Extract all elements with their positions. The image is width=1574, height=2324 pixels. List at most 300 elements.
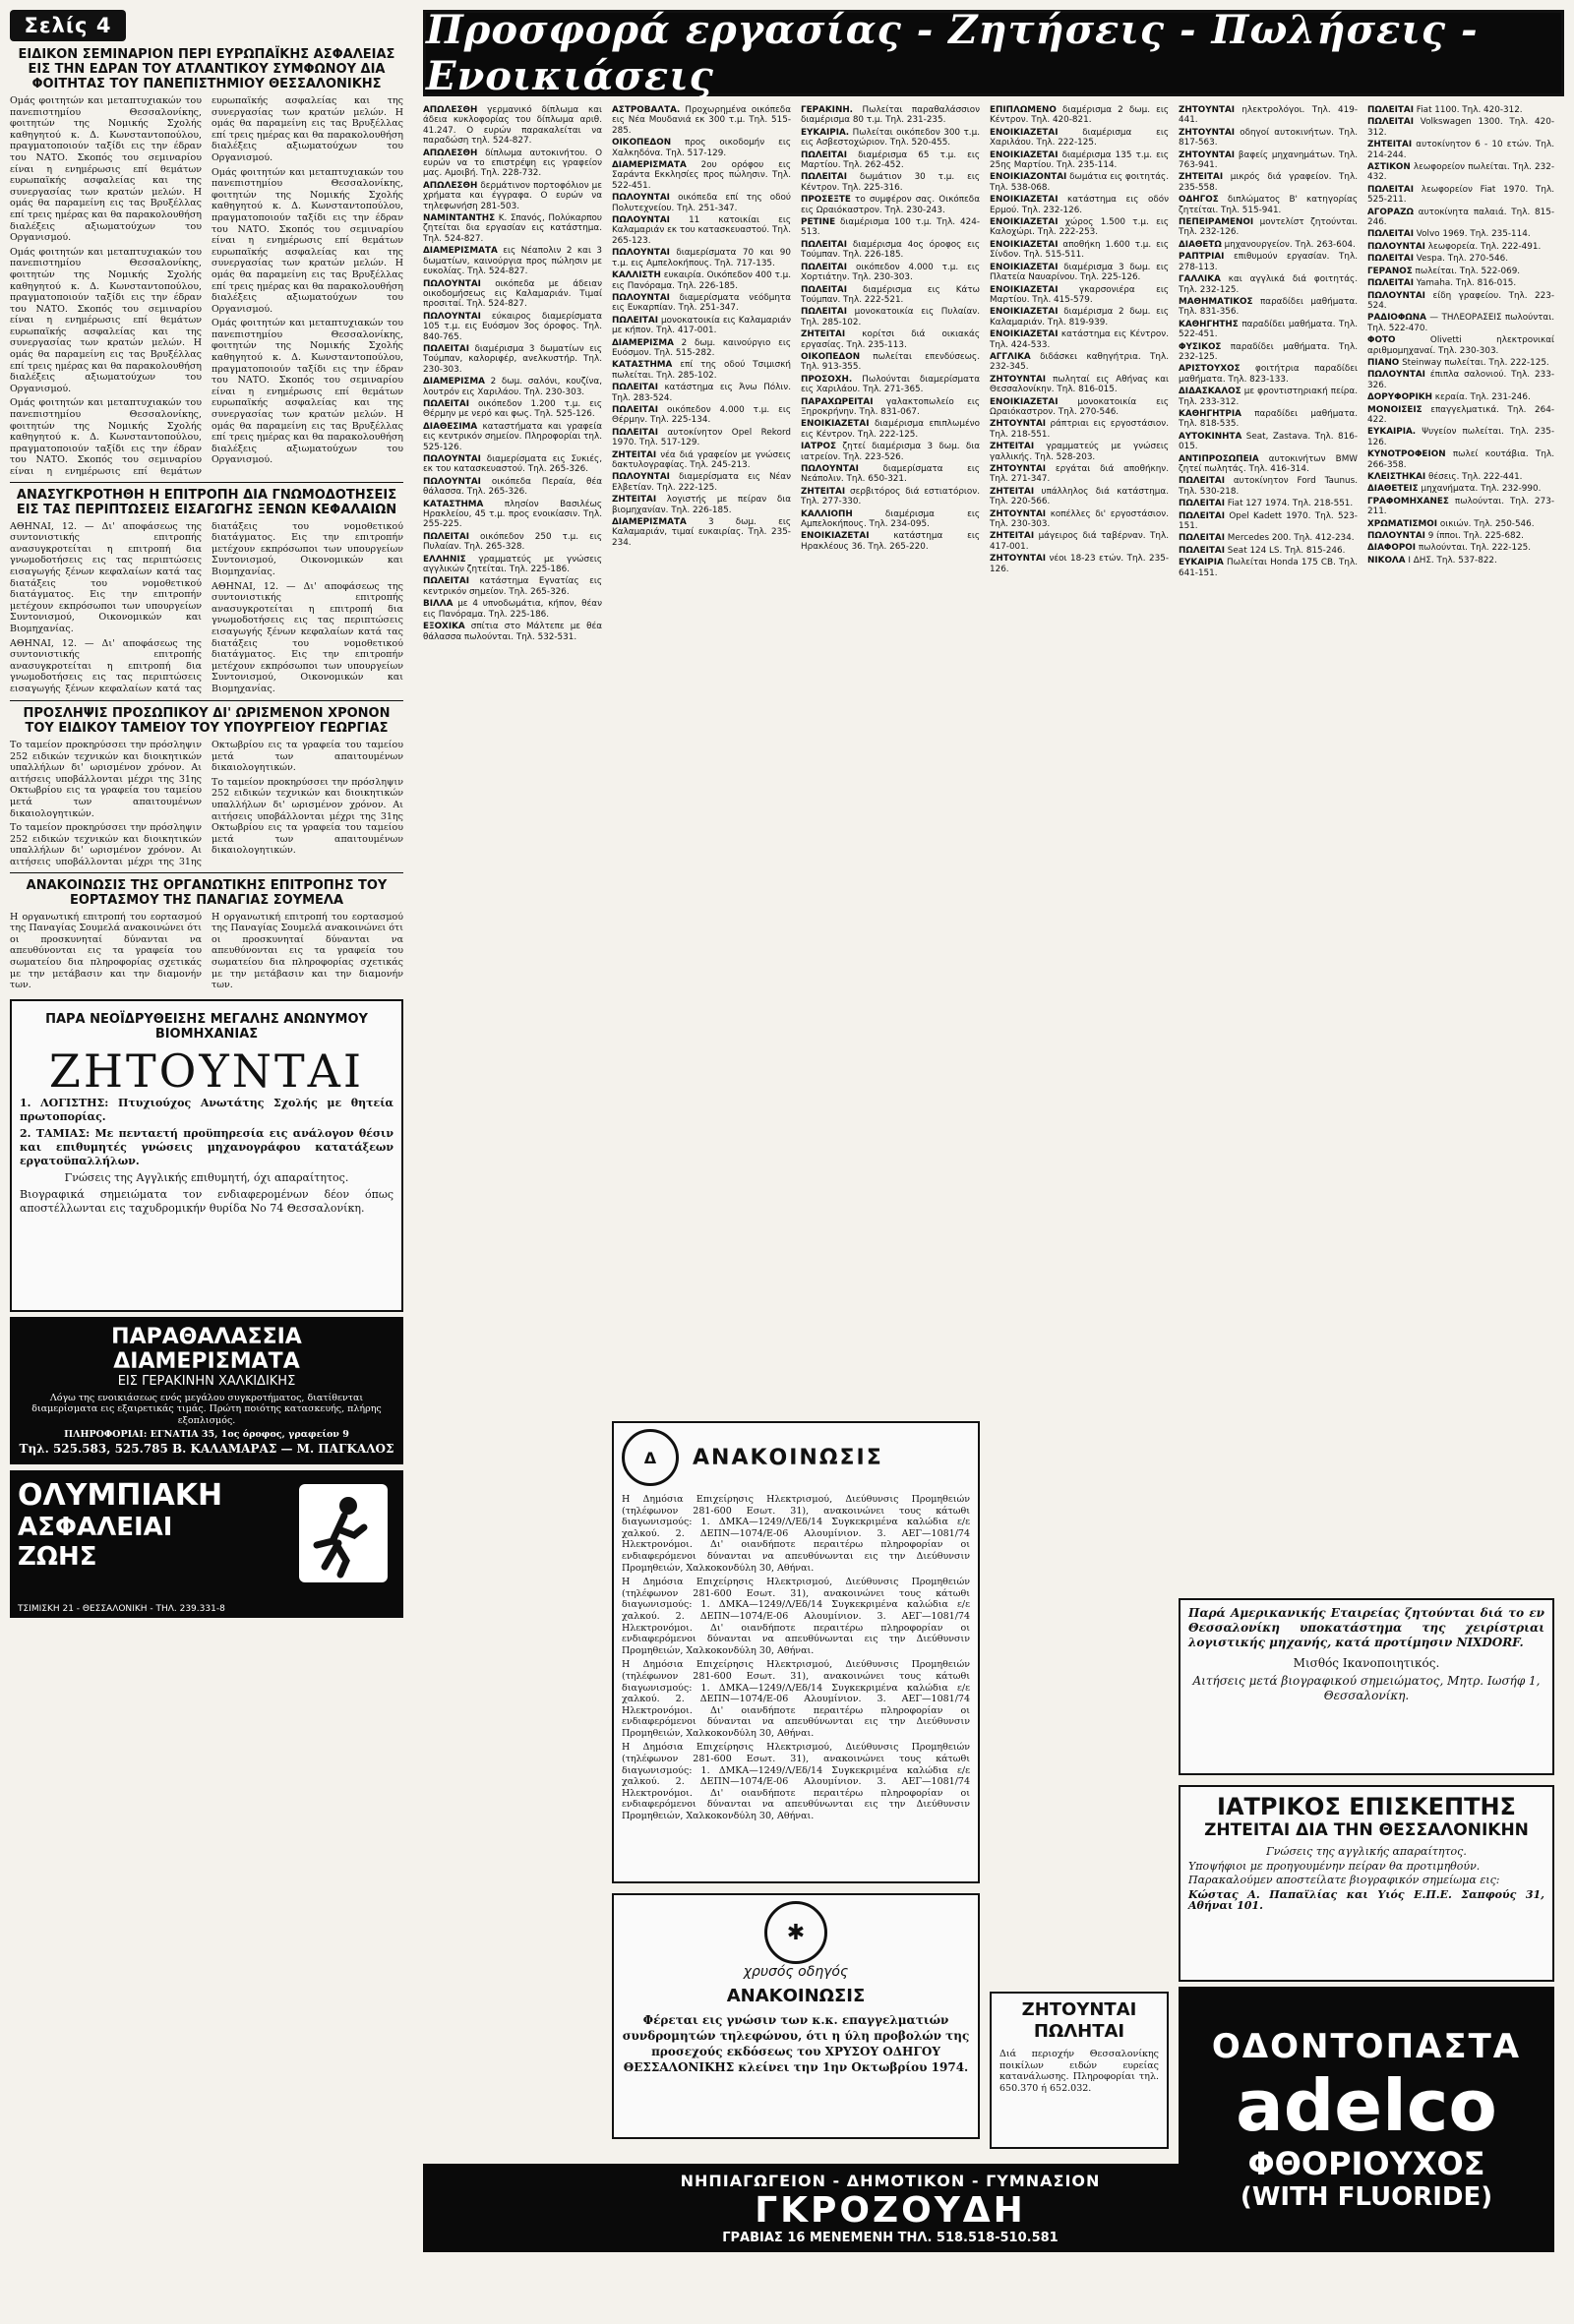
ad-kindergarten-line1: ΝΗΠΙΑΓΩΓΕΙΟΝ - ΔΗΜΟΤΙΚΟΝ - ΓΥΜΝΑΣΙΟΝ [680,2171,1101,2190]
classified-ad: ΠΩΛΟΥΝΤΑΙ είδη γραφείου. Τηλ. 223-524. [1367,290,1554,311]
classified-ad: ΠΙΑΝΟ Steinway πωλείται. Τηλ. 222-125. [1367,357,1549,368]
classified-ad: ΖΗΤΕΙΤΑΙ μάγειρος διά ταβέρναν. Τηλ. 417-001. [990,531,1169,552]
classified-keyword: ΠΩΛΕΙΤΑΙ [801,284,848,295]
classified-keyword: ΠΩΛΕΙΤΑΙ [1179,510,1226,521]
classified-keyword: ΠΩΛΕΙΤΑΙ [1179,533,1226,544]
classified-keyword: ΠΩΛΕΙΤΑΙ [1367,184,1415,195]
classified-keyword: ΠΩΛΕΙΤΑΙ [1367,229,1415,240]
classified-keyword: ΔΙΑΜΕΡΙΣΜΑΤΑ [612,517,687,528]
article-seminar-body: Ομάς φοιτητών και μεταπτυχιακών του πανεπιστημίου Θεσσαλονίκης, φοιτητών της Νομικής Σχολής καθηγητού κ. Δ. Κωνσταντοπούλου, πραγματοποιούν ταξίδι εις την έδραν του ΝΑΤΟ. Σκοπός του σεμιναρίου είναι η ενημέρωσις επί θεμάτων ευρωπαϊκής ασφαλείας και της συνεργασίας των κρατών μελών. Η ομάς θα παραμείνη εις τας Βρυξέλλας επί τρεις ημέρας και θα παρακολουθήση διαλέξεις αξιωματούχων του Οργανισμού. [10,95,202,244]
classified-ad: ΓΕΡΑΝΟΣ πωλείται. Τηλ. 522-069. [1367,266,1521,276]
classified-ad: ΚΑΛΛΙΣΤΗ ευκαιρία. Οικόπεδον 400 τ.μ. εις Πανόραμα. Τηλ. 226-185. [612,270,791,291]
classified-keyword: ΠΩΛΟΥΝΤΑΙ [1367,241,1425,252]
classified-keyword: ΔΙΔΑΣΚΑΛΟΣ [1179,387,1241,397]
classified-ad: ΖΗΤΟΥΝΤΑΙ εργάται διά αποθήκην. Τηλ. 271-347. [990,464,1169,485]
classified-keyword: ΖΗΤΕΙΤΑΙ [1367,140,1413,150]
ad-sellers-title: ΖΗΤΟΥΝΤΑΙ ΠΩΛΗΤΑΙ [1021,1999,1137,2042]
classified-ad: ΧΡΩΜΑΤΙΣΜΟΙ οικιών. Τηλ. 250-546. [1367,518,1535,529]
classified-keyword: ΠΩΛΟΥΝΤΑΙ [612,215,670,226]
classified-ad: ΚΥΝΟΤΡΟΦΕΙΟΝ πωλεί κουτάβια. Τηλ. 266-358. [1367,449,1554,470]
classified-ad: ΚΑΤΑΣΤΗΜΑ επί της οδού Τσιμισκή πωλείται. Τηλ. 285-102. [612,360,791,381]
classified-keyword: ΠΕΠΕΙΡΑΜΕΝΟΙ [1179,217,1254,228]
classified-keyword: ΔΙΑΜΕΡΙΣΜΑΤΑ [423,246,498,257]
classified-keyword: ΠΩΛΕΙΤΑΙ [801,262,848,272]
classified-keyword: ΖΗΤΕΙΤΑΙ [990,442,1035,452]
classified-ad: ΒΙΛΛΑ με 4 υπνοδωμάτια, κήπον, θέαν εις Πανόραμα. Τηλ. 225-186. [423,599,602,620]
article-soumela-headline: ΑΝΑΚΟΙΝΩΣΙΣ ΤΗΣ ΟΡΓΑΝΩΤΙΚΗΣ ΕΠΙΤΡΟΠΗΣ ΤΟΥ ΕΟΡΤΑΣΜΟΥ ΤΗΣ ΠΑΝΑΓΙΑΣ ΣΟΥΜΕΛΑ [26,877,388,908]
golden-guide-label: χρυσός οδηγός [743,1964,849,1980]
ad-apartments-info: ΠΛΗΡΟΦΟΡΙΑΙ: ΕΓΝΑΤΙΑ 35, 1ος όροφος, γραφείον 9 [64,1429,349,1441]
classified-keyword: ΟΔΗΓΟΣ [1179,195,1219,206]
classified-ad: ΖΗΤΕΙΤΑΙ μικρός διά γραφείον. Τηλ. 235-558. [1179,172,1358,193]
classified-keyword: ΔΙΑΦΟΡΟΙ [1367,543,1417,554]
classified-keyword: ΔΙΑΘΕΤΩ [1179,239,1222,250]
dei-logo-icon: Δ [622,1429,679,1486]
ad-apartments-contact: Τηλ. 525.583, 525.785 Β. ΚΑΛΑΜΑΡΑΣ — Μ. ΠΑΓΚΑΛΟΣ [19,1442,394,1457]
classified-ad: ΠΩΛΕΙΤΑΙ Yamaha. Τηλ. 816-015. [1367,278,1517,289]
article-seminar-body-4: Ομάς φοιτητών και μεταπτυχιακών του πανεπιστημίου Θεσσαλονίκης, φοιτητών της Νομικής Σχολής καθηγητού κ. Δ. Κωνσταντοπούλου, πραγματοποιούν ταξίδι εις την έδραν του ΝΑΤΟ. Σκοπός του σεμιναρίου είναι η ενημέρωσις επί θεμάτων ευρωπαϊκής ασφαλείας και της συνεργασίας των κρατών μελών. Η ομάς θα παραμείνη εις τας Βρυξέλλας επί τρεις ημέρας και θα παρακολουθήση διαλέξεις αξιωματούχων του Οργανισμού. [212,166,403,315]
classified-keyword: ΠΩΛΕΙΤΑΙ [1179,499,1226,509]
classified-ad: ΠΩΛΕΙΤΑΙ διαμέρισμα 3 δωματίων εις Τούμπαν, καλοριφέρ, ανελκυστήρ. Τηλ. 230-303. [423,343,602,375]
classified-ad: ΠΩΛΕΙΤΑΙ μονοκατοικία εις Καλαμαριάν με κήπον. Τηλ. 417-001. [612,315,791,336]
classified-keyword: ΑΝΤΙΠΡΟΣΩΠΕΙΑ [1179,453,1259,464]
classified-keyword: ΠΩΛΕΙΤΑΙ [801,239,848,250]
classified-keyword: ΕΝΟΙΚΙΑΖΕΤΑΙ [990,329,1059,340]
ad-industry-item1: 1. ΛΟΓΙΣΤΗΣ: Πτυχιούχος Ανωτάτης Σχολής με θητεία πρωτοπορίας. [20,1096,394,1123]
classified-ad: ΕΝΟΙΚΙΑΖΕΤΑΙ αποθήκη 1.600 τ.μ. εις Σίνδον. Τηλ. 515-511. [990,239,1169,261]
classified-keyword: ΚΑΤΑΣΤΗΜΑ [612,360,673,371]
ad-medical-line4: Κώστας Α. Παπαϊλίας και Υιός Ε.Π.Ε. Σαπφούς 31, Αθήναι 101. [1188,1887,1544,1913]
classified-keyword: ΓΑΛΛΙΚΑ [1179,274,1221,285]
ad-toothpaste-brand: adelco [1236,2064,1497,2147]
classified-ad: ΠΩΛΕΙΤΑΙ οικόπεδον 4.000 τ.μ. εις Χορτιάτην. Τηλ. 230-303. [801,262,980,283]
classified-keyword: ΠΩΛΕΙΤΑΙ [1179,476,1226,487]
classified-keyword: ΖΗΤΕΙΤΑΙ [612,495,657,506]
masthead-logo [10,10,126,41]
ad-medical-line3: Παρακαλούμεν αποστείλατε βιογραφικόν σημείωμα εις: [1188,1874,1500,1887]
classified-ad: ΚΑΛΛΙΟΠΗ διαμέρισμα εις Αμπελοκήπους. Τηλ. 234-095. [801,508,980,530]
classified-ad: ΔΙΑΜΕΡΙΣΜΑΤΑ 2ου ορόφου εις Σαράντα Εκκλησίες προς πώλησιν. Τηλ. 522-451. [612,160,791,191]
classified-ad: ΠΩΛΕΙΤΑΙ διαμέρισμα 4ος όροφος εις Τούμπαν. Τηλ. 226-185. [801,239,980,261]
classified-keyword: ΑΥΤΟΚΙΝΗΤΑ [1179,431,1242,442]
classified-ad: ΟΙΚΟΠΕΔΟΝ προς οικοδομήν εις Χαλκηδόνα. Τηλ. 517-129. [612,138,791,158]
classified-ad: ΕΠΙΠΛΩΜΕΝΟ διαμέρισμα 2 δωμ. εις Κέντρον. Τηλ. 420-821. [990,105,1169,126]
classified-ad: ΕΝΟΙΚΙΑΖΕΤΑΙ γκαρσονιέρα εις Μαρτίου. Τηλ. 415-579. [990,284,1169,305]
classified-keyword: ΔΙΑΜΕΡΙΣΜΑ [423,377,485,387]
classified-keyword: ΕΝΟΙΚΙΑΖΕΤΑΙ [990,262,1059,272]
classified-ad: ΡΑΔΙΟΦΩΝΑ — ΤΗΛΕΟΡΑΣΕΙΣ πωλούνται. Τηλ. 522-470. [1367,313,1554,333]
article-seminar-body-5: Ομάς φοιτητών και μεταπτυχιακών του πανεπιστημίου Θεσσαλονίκης, φοιτητών της Νομικής Σχολής καθηγητού κ. Δ. Κωνσταντοπούλου, πραγματοποιούν ταξίδι εις την έδραν του ΝΑΤΟ. Σκοπός του σεμιναρίου είναι η ενημέρωσις επί θεμάτων ευρωπαϊκής ασφαλείας και της συνεργασίας των κρατών μελών. Η ομάς θα παραμείνη εις τας Βρυξέλλας επί τρεις ημέρας και θα παρακολουθήση διαλέξεις αξιωματούχων του Οργανισμού. [212,318,403,466]
classified-ad: ΕΝΟΙΚΙΑΖΟΝΤΑΙ δωμάτια εις φοιτητάς. Τηλ. 538-068. [990,172,1169,193]
classified-ad: ΠΩΛΟΥΝΤΑΙ διαμερίσματα εις Συκιές, εκ του κατασκευαστού. Τηλ. 265-326. [423,454,602,475]
classified-keyword: ΕΝΟΙΚΙΑΖΕΤΑΙ [990,149,1059,160]
classifieds-col-3 [801,104,980,553]
classified-ad: ΠΩΛΟΥΝΤΑΙ 11 κατοικίαι εις Καλαμαριάν εκ του κατασκευαστού. Τηλ. 265-123. [612,215,791,246]
classified-ad: ΔΙΑΘΕΤΩ μηχανουργείον. Τηλ. 263-604. [1179,239,1356,250]
classified-keyword: ΠΩΛΕΙΤΑΙ [612,404,659,415]
classified-ad: ΠΩΛΟΥΝΤΑΙ 9 ίπποι. Τηλ. 225-682. [1367,531,1524,542]
classified-ad: ΦΥΣΙΚΟΣ παραδίδει μαθήματα. Τηλ. 232-125. [1179,341,1358,362]
classified-keyword: ΠΩΛΕΙΤΑΙ [801,172,848,183]
classified-keyword: ΠΩΛΟΥΝΤΑΙ [423,311,481,322]
classified-ad: ΑΣΤΡΟΒΑΛΤΑ. Προχωρημένα οικόπεδα εις Νέα Μουδανιά εκ 300 τ.μ. Τηλ. 515-285. [612,105,791,136]
classified-ad: ΕΝΟΙΚΙΑΖΕΤΑΙ κατάστημα εις Κέντρον. Τηλ. 424-533. [990,329,1169,350]
classified-ad: ΠΩΛΟΥΝΤΑΙ διαμερίσματα 70 και 90 τ.μ. εις Αμπελοκήπους. Τηλ. 717-135. [612,248,791,268]
classified-keyword: ΠΩΛΟΥΝΤΑΙ [423,278,481,289]
classified-keyword: ΚΛΕΙΣΤΗΚΑΙ [1367,472,1426,482]
classified-ad: ΖΗΤΟΥΝΤΑΙ ράπτριαι εις εργοστάσιον. Τηλ. 218-551. [990,419,1169,440]
ad-american-salary: Μισθός Ικανοποιητικός. [1293,1656,1440,1670]
classified-keyword: ΖΗΤΕΙΤΑΙ [990,486,1035,497]
classified-keyword: ΚΑΘΗΓΗΤΗΣ [1179,319,1239,329]
classified-keyword: ΔΙΑΘΕΣΙΜΑ [423,421,478,432]
classified-ad: ΠΩΛΕΙΤΑΙ Vespa. Τηλ. 270-546. [1367,254,1509,265]
article-seminar-body-2: Ομάς φοιτητών και μεταπτυχιακών του πανεπιστημίου Θεσσαλονίκης, φοιτητών της Νομικής Σχολής καθηγητού κ. Δ. Κωνσταντοπούλου, πραγματοποιούν ταξίδι εις την έδραν του ΝΑΤΟ. Σκοπός του σεμιναρίου είναι η ενημέρωσις επί θεμάτων ευρωπαϊκής ασφαλείας και της συνεργασίας των κρατών μελών. Η ομάς θα παραμείνη εις τας Βρυξέλλας επί τρεις ημέρας και θα παρακολουθήση διαλέξεις αξιωματούχων του Οργανισμού. [10,246,202,394]
classified-keyword: ΕΥΚΑΙΡΙΑ. [1367,427,1417,438]
classified-keyword: ΠΩΛΟΥΝΤΑΙ [612,193,670,204]
ad-kindergarten-address: ΓΡΑΒΙΑΣ 16 ΜΕΝΕΜΕΝΗ ΤΗΛ. 518.518-510.581 [722,2230,1059,2245]
classified-ad: ΚΑΤΑΣΤΗΜΑ πλησίον Βασιλέως Ηρακλείου, 45 τ.μ. προς ενοικίασιν. Τηλ. 255-225. [423,499,602,530]
classified-ad: ΕΥΚΑΙΡΙΑ. Ψυγείον πωλείται. Τηλ. 235-126. [1367,427,1554,447]
classified-keyword: ΠΑΡΑΧΩΡΕΙΤΑΙ [801,396,874,407]
article-committee-body-3: ΑΘΗΝΑΙ, 12. — Δι' αποφάσεως της συντονιστικής επιτροπής ανασυγκροτείται η επιτροπή δια γνωμοδοτήσεις εις τας περιπτώσεις εισαγωγής ξένων κεφαλαίων κατά τας διατάξεις του νομοθετικού διατάγματος. Εις την επιτροπήν μετέχουν εκπρόσωποι των υπουργείων Συντονισμού, Οικονομικών και Βιομηχανίας. [212,580,403,694]
classified-ad: ΠΩΛΟΥΝΤΑΙ λεωφορεία. Τηλ. 222-491. [1367,241,1542,252]
classified-ad: ΠΩΛΕΙΤΑΙ κατάστημα εις Άνω Πόλιν. Τηλ. 283-524. [612,383,791,403]
golden-guide-title: ΑΝΑΚΟΙΝΩΣΙΣ [726,1986,866,2006]
divider [10,872,403,873]
classified-ad: ΖΗΤΟΥΝΤΑΙ νέοι 18-23 ετών. Τηλ. 235-126. [990,554,1169,574]
classified-keyword: ΠΩΛΕΙΤΑΙ [1367,117,1415,128]
classifieds-list-5 [1179,104,1358,579]
classified-keyword: ΠΩΛΟΥΝΤΑΙ [1367,531,1425,542]
classified-keyword: ΖΗΤΟΥΝΤΑΙ [1179,149,1236,160]
classified-ad: ΕΝΟΙΚΙΑΖΕΤΑΙ κατάστημα εις οδόν Ερμού. Τηλ. 232-126. [990,195,1169,215]
runner-logo-icon [299,1484,388,1582]
classified-ad: ΠΩΛΕΙΤΑΙ αυτοκίνητον Ford Taunus. Τηλ. 530-218. [1179,476,1358,497]
classified-keyword: ΔΙΑΜΕΡΙΣΜΑΤΑ [612,160,687,171]
classified-ad: ΠΩΛΟΥΝΤΑΙ οικόπεδα Περαία, θέα θάλασσα. Τηλ. 265-326. [423,476,602,498]
article-soumela-body: Η οργανωτική επιτροπή του εορτασμού της Παναγίας Σουμελά ανακοινώνει ότι οι προσκυνηταί δύνανται να απευθύνονται εις τα γραφεία του σωματείου δια πληροφορίας σχετικάς με την μετάβασιν και την διαμονήν των. [10,911,202,991]
ad-dei-body-3: Η Δημόσια Επιχείρησις Ηλεκτρισμού, Διεύθυνσις Προμηθειών (τηλέφωνον 281-600 Εσωτ. 31), ανακοινώνει τους κάτωθι διαγωνισμούς: 1. ΔΜΚΑ—1249/Λ/Εδ/14 Συγκεκριμένα καλώδια ε/ε χαλκού. 2. ΔΕΠΝ—1074/Ε-06 Αλουμίνιον. 3. ΑΕΓ—1081/74 Ηλεκτρονόμοι. Δι' οιανδήποτε περαιτέρω πληροφορίαν οι ενδιαφερόμενοι δύνανται να απευθύνωνται εις την Διεύθυνσιν Προμηθειών, Χαλκοκονδύλη 30, Αθήναι. [622,1659,970,1739]
classified-ad: ΠΩΛΕΙΤΑΙ Fiat 127 1974. Τηλ. 218-551. [1179,499,1354,509]
ad-insurance-address: ΤΣΙΜΙΣΚΗ 21 - ΘΕΣΣΑΛΟΝΙΚΗ - ΤΗΛ. 239.331-8 [18,1603,225,1614]
classified-ad: ΠΩΛΕΙΤΑΙ οικόπεδον 1.200 τ.μ. εις Θέρμην με νερό και φως. Τηλ. 525-126. [423,398,602,420]
classified-keyword: ΔΙΑΜΕΡΙΣΜΑ [612,337,674,348]
golden-guide-logo-icon: ✱ [764,1901,827,1964]
ad-apartments-title: ΠΑΡΑΘΑΛΑΣΣΙΑ ΔΙΑΜΕΡΙΣΜΑΤΑ [111,1324,302,1374]
classified-keyword: ΕΝΟΙΚΙΑΖΕΤΑΙ [990,195,1059,206]
classified-keyword: ΓΡΑΦΟΜΗΧΑΝΕΣ [1367,496,1449,507]
classified-ad: ΠΩΛΕΙΤΑΙ διαμέρισμα 65 τ.μ. εις Μαρτίου. Τηλ. 262-452. [801,149,980,171]
classified-ad: ΠΩΛΕΙΤΑΙ μονοκατοικία εις Πυλαίαν. Τηλ. 285-102. [801,307,980,328]
classified-ad: ΠΩΛΟΥΝΤΑΙ εύκαιρος διαμερίσματα 105 τ.μ. εις Ευόσμον 3ος όροφος. Τηλ. 840-765. [423,311,602,342]
classified-keyword: ΔΙΑΘΕΤΕΙΣ [1367,484,1419,495]
classified-ad: ΖΗΤΟΥΝΤΑΙ οδηγοί αυτοκινήτων. Τηλ. 817-563. [1179,127,1358,149]
classified-keyword: ΠΩΛΟΥΝΤΑΙ [612,472,670,483]
classified-keyword: ΖΗΤΕΙΤΑΙ [1179,172,1224,183]
divider [10,482,403,483]
classified-ad: ΠΩΛΕΙΤΑΙ λεωφορείον Fiat 1970. Τηλ. 525-211. [1367,184,1554,206]
classified-keyword: ΖΗΤΟΥΝΤΑΙ [990,554,1047,565]
classified-ad: ΠΩΛΟΥΝΤΑΙ οικόπεδα επί της οδού Πολυτεχνείου. Τηλ. 251-347. [612,193,791,213]
classified-ad: ΔΙΑΜΕΡΙΣΜΑ 2 δωμ. σαλόνι, κουζίνα, λουτρόν εις Χαριλάου. Τηλ. 230-303. [423,377,602,397]
article-committee-headline: ΑΝΑΣΥΓΚΡΟΤΗΘΗ Η ΕΠΙΤΡΟΠΗ ΔΙΑ ΓΝΩΜΟΔΟΤΗΣΕΙΣ ΕΙΣ ΤΑΣ ΠΕΡΙΠΤΩΣΕΙΣ ΕΙΣΑΓΩΓΗΣ ΞΕΝΩΝ ΚΕΦΑΛΑΙΩΝ [16,487,397,517]
classified-keyword: ΖΗΤΟΥΝΤΑΙ [990,508,1047,519]
ad-industry [10,999,403,1312]
article-committee-body-2: ΑΘΗΝΑΙ, 12. — Δι' αποφάσεως της συντονιστικής επιτροπής ανασυγκροτείται η επιτροπή δια γνωμοδοτήσεις εις τας περιπτώσεις εισαγωγής ξένων κεφαλαίων κατά τας διατάξεις του νομοθετικού διατάγματος. Εις την επιτροπήν μετέχουν εκπρόσωποι των υπουργείων Συντονισμού, Οικονομικών και Βιομηχανίας. [10,520,403,694]
article-seminar-body-wrap [10,95,403,478]
classified-ad: ΟΔΗΓΟΣ διπλώματος Β' κατηγορίας ζητείται. Τηλ. 515-941. [1179,195,1358,215]
classified-keyword: ΜΑΘΗΜΑΤΙΚΟΣ [1179,296,1253,307]
classified-keyword: ΙΑΤΡΟΣ [801,442,837,452]
classified-ad: ΖΗΤΟΥΝΤΑΙ πωληταί εις Αθήνας και Θεσσαλονίκην. Τηλ. 816-015. [990,374,1169,395]
classified-ad: ΠΩΛΕΙΤΑΙ αυτοκίνητον Opel Rekord 1970. Τηλ. 517-129. [612,427,791,448]
ad-dei-body-4: Η Δημόσια Επιχείρησις Ηλεκτρισμού, Διεύθυνσις Προμηθειών (τηλέφωνον 281-600 Εσωτ. 31), ανακοινώνει τους κάτωθι διαγωνισμούς: 1. ΔΜΚΑ—1249/Λ/Εδ/14 Συγκεκριμένα καλώδια ε/ε χαλκού. 2. ΔΕΠΝ—1074/Ε-06 Αλουμίνιον. 3. ΑΕΓ—1081/74 Ηλεκτρονόμοι. Δι' οιανδήποτε περαιτέρω πληροφορίαν οι ενδιαφερόμενοι δύνανται να απευθύνωνται εις την Διεύθυνσιν Προμηθειών, Χαλκοκονδύλη 30, Αθήναι. [622,1742,970,1822]
classifieds-col-2 [612,104,791,549]
classified-keyword: ΕΛΛΗΝΙΣ [423,554,466,565]
classified-keyword: ΖΗΤΟΥΝΤΑΙ [1179,105,1236,115]
classified-ad: ΔΟΡΥΦΟΡΙΚΗ κεραία. Τηλ. 231-246. [1367,392,1531,403]
article-soumela-body-2: Η οργανωτική επιτροπή του εορτασμού της Παναγίας Σουμελά ανακοινώνει ότι οι προσκυνηταί δύνανται να απευθύνονται εις τα γραφεία του σωματείου δια πληροφορίας σχετικάς με την μετάβασιν και την διαμονήν των. [212,911,403,991]
classified-ad: ΠΩΛΟΥΝΤΑΙ έπιπλα σαλονιού. Τηλ. 233-326. [1367,370,1554,390]
classified-ad: ΔΙΑΜΕΡΙΣΜΑΤΑ 3 δωμ. εις Καλαμαριάν, τιμαί ευκαιρίας. Τηλ. 235-234. [612,517,791,548]
classified-keyword: ΒΙΛΛΑ [423,599,454,610]
classified-ad: ΠΩΛΕΙΤΑΙ Volvo 1969. Τηλ. 235-114. [1367,229,1531,240]
classified-ad: ΠΩΛΟΥΝΤΑΙ διαμερίσματα εις Νέαν Ελβετίαν. Τηλ. 222-125. [612,472,791,493]
classified-keyword: ΖΗΤΕΙΤΑΙ [612,449,657,460]
classified-ad: ΖΗΤΟΥΝΤΑΙ βαφείς μηχανημάτων. Τηλ. 763-941. [1179,149,1358,171]
classified-ad: ΑΝΤΙΠΡΟΣΩΠΕΙΑ αυτοκινήτων BMW ζητεί πωλητάς. Τηλ. 416-314. [1179,453,1358,474]
article-committee-body: ΑΘΗΝΑΙ, 12. — Δι' αποφάσεως της συντονιστικής επιτροπής ανασυγκροτείται η επιτροπή δια γνωμοδοτήσεις εις τας περιπτώσεις εισαγωγής ξένων κεφαλαίων κατά τας διατάξεις του νομοθετικού διατάγματος. Εις την επιτροπήν μετέχουν εκπρόσωποι των υπουργείων Συντονισμού, Οικονομικών και Βιομηχανίας. [10,520,202,634]
classified-ad: ΑΠΩΛΕΣΘΗ δίπλωμα αυτοκινήτου. Ο ευρών να το επιστρέψη εις γραφείον μας. Αμοιβή. Τηλ. 228-732. [423,148,602,179]
article-staff-body: Το ταμείον προκηρύσσει την πρόσληψιν 252 ειδικών τεχνικών και διοικητικών υπαλλήλων δι' ωρισμένον χρόνον. Αι αιτήσεις υποβάλλονται μέχρι της 31ης Οκτωβρίου εις τα γραφεία του ταμείου μετά των απαιτουμένων δικαιολογητικών. [10,740,202,819]
masthead-logo-text: Σελίς 4 [24,14,112,37]
ad-dei-title: ΑΝΑΚΟΙΝΩΣΙΣ [693,1445,883,1470]
classified-ad: ΠΩΛΕΙΤΑΙ Opel Kadett 1970. Τηλ. 523-151. [1179,510,1358,532]
classified-ad: ΠΩΛΕΙΤΑΙ κατάστημα Εγνατίας εις κεντρικόν σημείον. Τηλ. 265-326. [423,576,602,597]
article-staff-headline: ΠΡΟΣΛΗΨΙΣ ΠΡΟΣΩΠΙΚΟΥ ΔΙ' ΩΡΙΣΜΕΝΟΝ ΧΡΟΝΟΝ ΤΟΥ ΕΙΔΙΚΟΥ ΤΑΜΕΙΟΥ ΤΟΥ ΥΠΟΥΡΓΕΙΟΥ ΓΕΩΡΓΙΑΣ [23,706,391,736]
ad-toothpaste-line2: ΦΘΟΡΙΟΥΧΟΣ [1247,2145,1485,2182]
classified-keyword: ΝΙΚΟΛΑ [1367,555,1406,566]
classified-keyword: ΠΩΛΕΙΤΑΙ [1179,545,1226,556]
classified-ad: ΠΩΛΕΙΤΑΙ Fiat 1100. Τηλ. 420-312. [1367,105,1523,115]
classified-ad: ΠΩΛΟΥΝΤΑΙ διαμερίσματα εις Νεάπολιν. Τηλ. 650-321. [801,464,980,485]
classified-keyword: ΠΙΑΝΟ [1367,357,1400,368]
classifieds-col-6 [1367,104,1554,566]
classified-keyword: ΠΩΛΕΙΤΑΙ [1367,105,1415,115]
classified-keyword: ΖΗΤΕΙΤΑΙ [801,486,846,497]
classified-keyword: ΦΥΣΙΚΟΣ [1179,341,1222,352]
classified-ad: ΖΗΤΕΙΤΑΙ νέα διά γραφείον με γνώσεις δακτυλογραφίας. Τηλ. 245-213. [612,449,791,470]
classified-ad: ΕΥΚΑΙΡΙΑ Πωλείται Honda 175 CB. Τηλ. 641-151. [1179,558,1358,578]
ad-insurance-line2: ΑΣΦΑΛΕΙΑΙ [18,1512,173,1542]
ad-industry-note: Γνώσεις της Αγγλικής επιθυμητή, όχι απαραίτητος. [64,1170,349,1184]
classified-ad: ΠΩΛΕΙΤΑΙ Seat 124 LS. Τηλ. 815-246. [1179,545,1346,556]
classified-keyword: ΕΞΟΧΙΚΑ [423,622,465,632]
classified-ad: ΑΠΩΛΕΣΘΗ δερμάτινον πορτοφόλιον με χρήματα και έγγραφα. Ο ευρών να τηλεφωνήση 281-503. [423,180,602,211]
classified-ad: ΠΑΡΑΧΩΡΕΙΤΑΙ γαλακτοπωλείο εις Ξηροκρήνην. Τηλ. 831-067. [801,396,980,417]
article-committee-body-wrap [10,521,403,696]
classified-keyword: ΚΥΝΟΤΡΟΦΕΙΟΝ [1367,449,1446,460]
ad-golden-guide [612,1893,980,2139]
classified-keyword: ΡΑΠΤΡΙΑΙ [1179,252,1225,263]
classified-ad: ΕΥΚΑΙΡΙΑ. Πωλείται οικόπεδον 300 τ.μ. εις Ασβεστοχώριον. Τηλ. 520-455. [801,127,980,149]
classified-ad: ΖΗΤΟΥΝΤΑΙ κοπέλλες δι' εργοστάσιον. Τηλ. 230-303. [990,508,1169,530]
ad-dei-body-2: Η Δημόσια Επιχείρησις Ηλεκτρισμού, Διεύθυνσις Προμηθειών (τηλέφωνον 281-600 Εσωτ. 31), ανακοινώνει τους κάτωθι διαγωνισμούς: 1. ΔΜΚΑ—1249/Λ/Εδ/14 Συγκεκριμένα καλώδια ε/ε χαλκού. 2. ΔΕΠΝ—1074/Ε-06 Αλουμίνιον. 3. ΑΕΓ—1081/74 Ηλεκτρονόμοι. Δι' οιανδήποτε περαιτέρω πληροφορίαν οι ενδιαφερόμενοι δύνανται να απευθύνωνται εις την Διεύθυνσιν Προμηθειών, Χαλκοκονδύλη 30, Αθήναι. [622,1577,970,1656]
classified-keyword: ΑΠΩΛΕΣΘΗ [423,148,478,158]
classified-keyword: ΑΠΩΛΕΣΘΗ [423,180,478,191]
classified-keyword: ΖΗΤΕΙΤΑΙ [990,531,1035,542]
classified-ad: ΠΕΠΕΙΡΑΜΕΝΟΙ μοντελίστ ζητούνται. Τηλ. 232-126. [1179,217,1358,238]
left-column [10,10,403,1618]
classified-ad: ΡΕΤΙΝΕ διαμέρισμα 100 τ.μ. Τηλ. 424-513. [801,217,980,238]
classified-keyword: ΡΕΤΙΝΕ [801,217,836,228]
classified-ad: ΕΞΟΧΙΚΑ σπίτια στο Μάλτεπε με θέα θάλασσα πωλούνται. Τηλ. 532-531. [423,622,602,642]
classified-ad: ΠΡΟΣΕΞΤΕ το συμφέρον σας. Οικόπεδα εις Ωραιόκαστρον. Τηλ. 230-243. [801,195,980,215]
classified-keyword: ΖΗΤΟΥΝΤΑΙ [1179,127,1236,138]
classified-keyword: ΠΩΛΟΥΝΤΑΙ [423,476,481,487]
classified-ad: ΕΝΟΙΚΙΑΖΕΤΑΙ διαμέρισμα 135 τ.μ. εις 25ης Μαρτίου. Τηλ. 235-114. [990,149,1169,171]
classified-keyword: ΚΑΛΛΙΟΠΗ [801,508,853,519]
classified-ad: ΕΝΟΙΚΙΑΖΕΤΑΙ διαμέρισμα επιπλωμένο εις Κέντρον. Τηλ. 222-125. [801,419,980,440]
classified-ad: ΔΙΑΜΕΡΙΣΜΑ 2 δωμ. καινούργιο εις Ευόσμον. Τηλ. 515-282. [612,337,791,358]
ad-apartments-subtitle: ΕΙΣ ΓΕΡΑΚΙΝΗΝ ΧΑΛΚΙΔΙΚΗΣ [117,1373,296,1389]
classified-keyword: ΑΓΟΡΑΖΩ [1367,207,1415,217]
classified-ad: ΕΝΟΙΚΙΑΖΕΤΑΙ διαμέρισμα 2 δωμ. εις Καλαμαριάν. Τηλ. 819-939. [990,307,1169,328]
ad-industry-item2: 2. ΤΑΜΙΑΣ: Με πενταετή προϋπηρεσία εις ανάλογον θέσιν και επιθυμητές γνώσεις μηχανογράφου κατατάξεων εργατοϋπαλλήλων. [20,1126,394,1167]
classified-keyword: ΑΣΤΡΟΒΑΛΤΑ. [612,105,681,115]
classified-keyword: ΕΝΟΙΚΙΑΖΕΤΑΙ [990,396,1059,407]
ad-medical-title1: ΙΑΤΡΙΚΟΣ ΕΠΙΣΚΕΠΤΗΣ [1217,1793,1516,1820]
ad-toothpaste-line1: ΟΔΟΝΤΟΠΑΣΤΑ [1211,2027,1522,2066]
classifieds-col-1 [423,104,602,643]
classified-keyword: ΝΑΜΙΝΤΑΝΤΗΣ [423,213,496,224]
classified-keyword: ΠΩΛΕΙΤΑΙ [801,149,848,160]
classified-keyword: ΠΩΛΕΙΤΑΙ [801,307,848,318]
classifieds-list-1 [423,104,602,643]
ad-industry-title: ΖΗΤΟΥΝΤΑΙ [48,1043,365,1098]
golden-guide-body: Φέρεται εις γνώσιν των κ.κ. επαγγελματιών συνδρομητών τηλεφώνου, ότι η ύλη προβολών της προσεχούς εκδόσεως του ΧΡΥΣΟΥ ΟΔΗΓΟΥ ΘΕΣΣΑΛΟΝΙΚΗΣ κλείνει την 1ην Οκτωβρίου 1974. [622,2013,970,2074]
classified-ad: ΔΙΔΑΣΚΑΛΟΣ με φροντιστηριακή πείρα. Τηλ. 233-312. [1179,387,1358,407]
classified-keyword: ΠΩΛΕΙΤΑΙ [423,531,470,542]
newspaper-page [10,7,1564,2316]
classified-keyword: ΠΩΛΕΙΤΑΙ [423,576,470,587]
classified-keyword: ΠΩΛΕΙΤΑΙ [612,315,659,326]
classified-ad: ΑΓΟΡΑΖΩ αυτοκίνητα παλαιά. Τηλ. 815-246. [1367,207,1554,228]
classifieds-list-4 [990,104,1169,575]
classified-keyword: ΕΝΟΙΚΙΑΖΕΤΑΙ [801,419,870,430]
ad-apartments-body: Λόγω της ενοικιάσεως ενός μεγάλου συγκροτήματος, διατίθενται διαμερίσματα εις εξαιρετικάς τιμάς. Πρώτη ποιότης κατασκευής, πλήρης εξοπλισμός. [31,1392,382,1426]
ad-apartments [10,1317,403,1464]
classified-keyword: ΔΟΡΥΦΟΡΙΚΗ [1367,392,1432,403]
classified-ad: ΑΡΙΣΤΟΥΧΟΣ φοιτήτρια παραδίδει μαθήματα. Τηλ. 823-133. [1179,364,1358,385]
classified-ad: ΖΗΤΕΙΤΑΙ λογιστής με πείραν δια βιομηχανίαν. Τηλ. 226-185. [612,495,791,515]
classified-ad: ΓΑΛΛΙΚΑ και αγγλικά διά φοιτητάς. Τηλ. 232-125. [1179,274,1358,295]
classified-keyword: ΟΙΚΟΠΕΔΟΝ [801,351,861,362]
classified-keyword: ΧΡΩΜΑΤΙΣΜΟΙ [1367,518,1438,529]
classified-ad: ΕΝΟΙΚΙΑΖΕΤΑΙ διαμέρισμα εις Χαριλάου. Τηλ. 222-125. [990,127,1169,149]
classified-keyword: ΠΡΟΣΟΧΗ. [801,374,853,385]
classified-keyword: ΕΝΟΙΚΙΑΖΕΤΑΙ [990,217,1059,228]
ad-insurance-line3: ΖΩΗΣ [18,1541,97,1572]
classified-keyword: ΜΟΝΟΙΣΕΙΣ [1367,404,1423,415]
classified-ad: ΑΓΓΛΙΚΑ διδάσκει καθηγήτρια. Τηλ. 232-345. [990,351,1169,373]
article-staff-body-2: Το ταμείον προκηρύσσει την πρόσληψιν 252 ειδικών τεχνικών και διοικητικών υπαλλήλων δι' ωρισμένον χρόνον. Αι αιτήσεις υποβάλλονται μέχρι της 31ης Οκτωβρίου εις τα γραφεία του ταμείου μετά των απαιτουμένων δικαιολογητικών. [10,740,403,867]
ad-dei-announcements [612,1421,980,1883]
classifieds-col-4 [990,104,1169,575]
ad-american-company [1179,1598,1554,1775]
classified-keyword: ΠΩΛΕΙΤΑΙ [612,427,659,438]
divider [10,700,403,701]
classifieds-block [423,7,1564,2245]
classified-ad: ΔΙΑΦΟΡΟΙ πωλούνται. Τηλ. 222-125. [1367,543,1532,554]
classified-ad: ΚΑΘΗΓΗΤΗΣ παραδίδει μαθήματα. Τηλ. 522-451. [1179,319,1358,340]
classified-keyword: ΠΩΛΟΥΝΤΑΙ [612,248,670,259]
classified-ad: ΑΠΩΛΕΣΘΗ γερμανικό δίπλωμα και άδεια κυκλοφορίας του δίπλωμα αριθ. 41.247. Ο ευρών παρακαλείται να παραδώση τηλ. 524-827. [423,105,602,147]
classified-keyword: ΠΩΛΟΥΝΤΑΙ [1367,290,1425,301]
classified-keyword: ΠΡΟΣΕΞΤΕ [801,195,851,206]
classified-ad: ΠΩΛΟΥΝΤΑΙ οικόπεδα με άδειαν οικοδομήσεως εις Καλαμαριάν. Τιμαί προσιταί. Τηλ. 524-827. [423,278,602,310]
classified-ad: ΠΩΛΟΥΝΤΑΙ διαμερίσματα νεόδμητα εις Ευκαρπίαν. Τηλ. 251-347. [612,292,791,314]
classified-keyword: ΕΥΚΑΙΡΙΑ. [801,127,850,138]
classified-ad: ΑΥΤΟΚΙΝΗΤΑ Seat, Zastava. Τηλ. 816-015. [1179,431,1358,452]
ad-kindergarten-name: ΓΚΡΟΖΟΥΔΗ [755,2189,1026,2231]
classified-ad: ΕΛΛΗΝΙΣ γραμματεύς με γνώσεις αγγλικών ζητείται. Τηλ. 225-186. [423,554,602,575]
classified-ad: ΠΩΛΕΙΤΑΙ οικόπεδον 4.000 τ.μ. εις Θέρμην. Τηλ. 225-134. [612,404,791,426]
ad-toothpaste [1179,1987,1554,2252]
classified-ad: ΙΑΤΡΟΣ ζητεί διαμέρισμα 3 δωμ. δια ιατρείον. Τηλ. 223-526. [801,442,980,462]
classified-ad: ΔΙΑΘΕΤΕΙΣ μηχανήματα. Τηλ. 232-990. [1367,484,1542,495]
classified-keyword: ΦΟΤΟ [1367,335,1396,346]
ad-dei-body: Η Δημόσια Επιχείρησις Ηλεκτρισμού, Διεύθυνσις Προμηθειών (τηλέφωνον 281-600 Εσωτ. 31), ανακοινώνει τους κάτωθι διαγωνισμούς: 1. ΔΜΚΑ—1249/Λ/Εδ/14 Συγκεκριμένα καλώδια ε/ε χαλκού. 2. ΔΕΠΝ—1074/Ε-06 Αλουμίνιον. 3. ΑΕΓ—1081/74 Ηλεκτρονόμοι. Δι' οιανδήποτε περαιτέρω πληροφορίαν οι ενδιαφερόμενοι δύνανται να απευθύνωνται εις την Διεύθυνσιν Προμηθειών, Χαλκοκονδύλη 30, Αθήναι. [622,1494,970,1574]
classifieds-list-3 [801,104,980,553]
classified-keyword: ΚΑΘΗΓΗΤΡΙΑ [1179,408,1241,419]
classified-ad: ΜΑΘΗΜΑΤΙΚΟΣ παραδίδει μαθήματα. Τηλ. 831-356. [1179,296,1358,318]
ad-industry-intro: ΠΑΡΑ ΝΕΟΪΔΡΥΘΕΙΣΗΣ ΜΕΓΑΛΗΣ ΑΝΩΝΥΜΟΥ ΒΙΟΜΗΧΑΝΙΑΣ [45,1011,368,1042]
ad-insurance [10,1470,403,1618]
ad-american-apply: Αιτήσεις μετά βιογραφικού σημειώματος, Μητρ. Ιωσήφ 1, Θεσσαλονίκη. [1192,1674,1541,1702]
ad-medical-line1: Γνώσεις της αγγλικής απαραίτητος. [1266,1845,1467,1858]
classified-ad: ΔΙΑΘΕΣΙΜΑ καταστήματα και γραφεία εις κεντρικόν σημείον. Πληροφορίαι τηλ. 525-126. [423,421,602,452]
classified-keyword: ΕΝΟΙΚΙΑΖΕΤΑΙ [990,127,1059,138]
classified-title: Προσφορά εργασίας - Ζητήσεις - Πωλήσεις - Ενοικιάσεις [426,7,1479,99]
classified-keyword: ΑΠΩΛΕΣΘΗ [423,105,478,115]
article-staff-body-wrap [10,740,403,868]
classified-ad: ΕΝΟΙΚΙΑΖΕΤΑΙ κατάστημα εις Ηρακλέους 36. Τηλ. 265-220. [801,531,980,552]
classified-keyword: ΕΠΙΠΛΩΜΕΝΟ [990,105,1057,115]
classified-ad: ΦΟΤΟ Olivetti ηλεκτρονικαί αριθμομηχαναί. Τηλ. 230-303. [1367,335,1554,356]
classified-keyword: ΚΑΛΛΙΣΤΗ [612,270,661,281]
ad-toothpaste-line3: (WITH FLUORIDE) [1240,2182,1493,2212]
ad-medical-line2: Υποψήφιοι με προηγουμένην πείραν θα προτιμηθούν. [1188,1859,1481,1873]
classified-ad: ΚΛΕΙΣΤΗΚΑΙ θέσεις. Τηλ. 222-441. [1367,472,1523,482]
classified-ad: ΠΩΛΕΙΤΑΙ διαμέρισμα εις Κάτω Τούμπαν. Τηλ. 222-521. [801,284,980,305]
classified-keyword: ΖΗΤΟΥΝΤΑΙ [990,419,1047,430]
classified-keyword: ΠΩΛΟΥΝΤΑΙ [612,292,670,303]
ad-insurance-line1: ΟΛΥΜΠΙΑΚΗ [18,1477,223,1513]
classified-ad: ΠΩΛΕΙΤΑΙ οικόπεδον 250 τ.μ. εις Πυλαίαν. Τηλ. 265-328. [423,531,602,553]
classified-keyword: ΚΑΤΑΣΤΗΜΑ [423,499,484,509]
classifieds-col-5 [1179,104,1358,579]
classified-ad: ΓΕΡΑΚΙΝΗ. Πωλείται παραθαλάσσιον διαμέρισμα 80 τ.μ. Τηλ. 231-235. [801,105,980,126]
classifieds-list-6 [1367,104,1554,566]
classified-keyword: ΕΥΚΑΙΡΙΑ [1179,558,1224,568]
ad-sellers [990,1992,1169,2149]
classified-keyword: ΖΗΤΟΥΝΤΑΙ [990,464,1047,474]
article-soumela-body-wrap [10,912,403,994]
classified-keyword: ΕΝΟΙΚΙΑΖΕΤΑΙ [990,239,1059,250]
classified-keyword: ΓΕΡΑΚΙΝΗ. [801,105,854,115]
